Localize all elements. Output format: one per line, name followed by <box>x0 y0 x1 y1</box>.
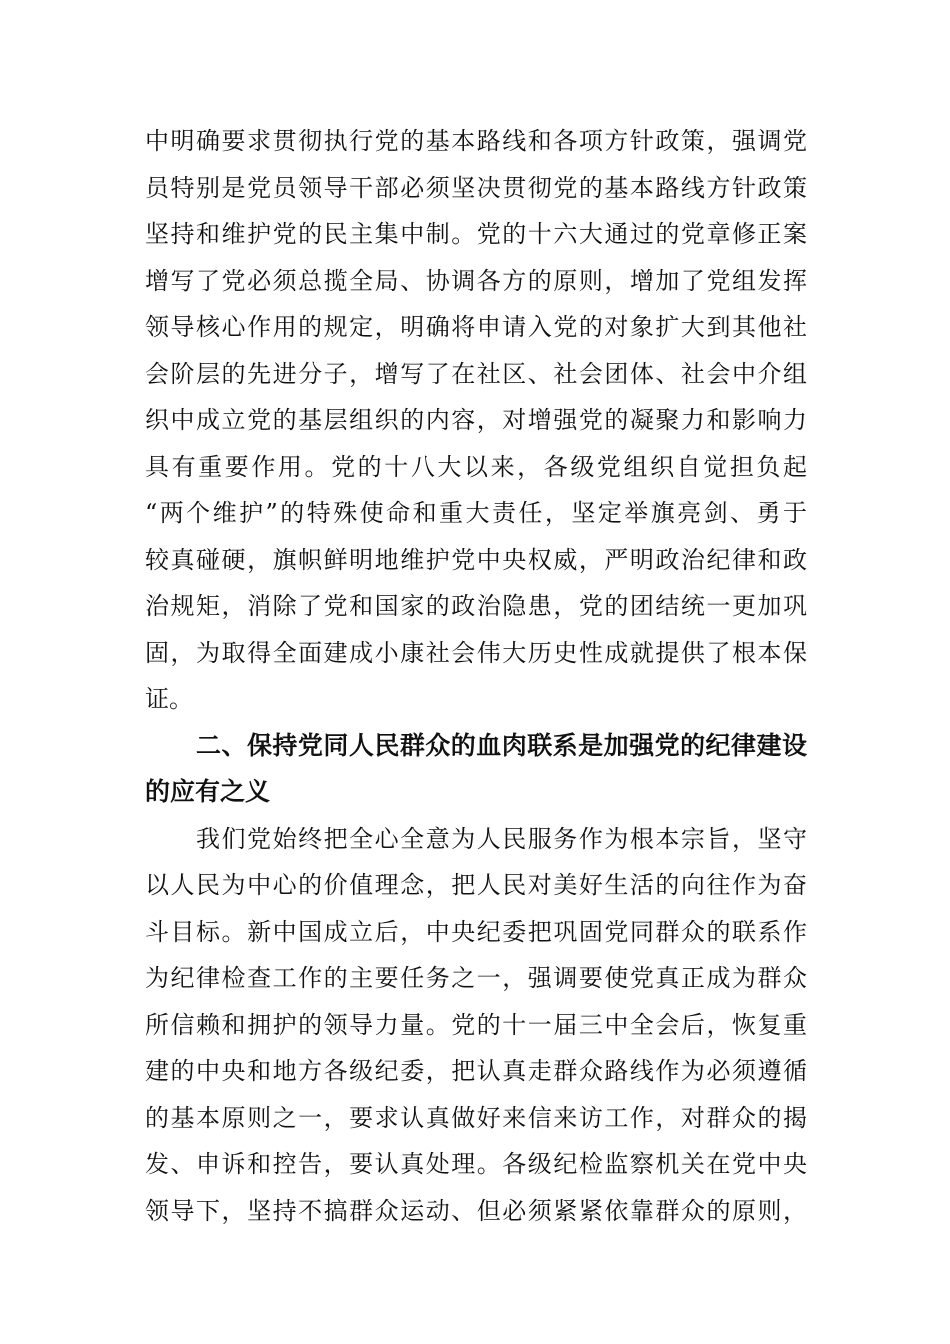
body-line: 具有重要作用。党的十八大以来，各级党组织自觉担负起 <box>145 453 807 481</box>
section-heading-continued: 的应有之义 <box>145 777 271 806</box>
body-line: 领导下，坚持不搞群众运动、但必须紧紧依靠群众的原则， <box>145 1197 807 1225</box>
body-line: 为纪律检查工作的主要任务之一，强调要使党真正成为群众 <box>145 964 807 992</box>
body-line: 织中成立党的基层组织的内容，对增强党的凝聚力和影响力 <box>145 406 807 434</box>
body-line: 增写了党必须总揽全局、协调各方的原则，增加了党组发挥 <box>145 267 807 295</box>
body-line: 员特别是党员领导干部必须坚决贯彻党的基本路线方针政策 <box>145 174 807 202</box>
body-line: 较真碰硬，旗帜鲜明地维护党中央权威，严明政治纪律和政 <box>145 546 807 574</box>
body-line: 发、申诉和控告，要认真处理。各级纪检监察机关在党中央 <box>145 1150 807 1178</box>
body-line: 会阶层的先进分子，增写了在社区、社会团体、社会中介组 <box>145 360 807 388</box>
body-line: 所信赖和拥护的领导力量。党的十一届三中全会后，恢复重 <box>145 1011 807 1039</box>
body-line: 治规矩，消除了党和国家的政治隐患，党的团结统一更加巩 <box>145 592 807 620</box>
body-line: 我们党始终把全心全意为人民服务作为根本宗旨，坚守 <box>196 825 807 853</box>
body-line: 证。 <box>145 685 193 713</box>
body-line: 建的中央和地方各级纪委，把认真走群众路线作为必须遵循 <box>145 1057 807 1085</box>
section-heading: 二、保持党同人民群众的血肉联系是加强党的纪律建设 <box>196 731 807 760</box>
body-line: 固，为取得全面建成小康社会伟大历史性成就提供了根本保 <box>145 639 807 667</box>
body-line: 以人民为中心的价值理念，把人民对美好生活的向往作为奋 <box>145 871 807 899</box>
body-line: 的基本原则之一，要求认真做好来信来访工作，对群众的揭 <box>145 1104 807 1132</box>
body-line: 坚持和维护党的民主集中制。党的十六大通过的党章修正案 <box>145 220 807 248</box>
body-line: 中明确要求贯彻执行党的基本路线和各项方针政策，强调党 <box>145 127 807 155</box>
body-line: 斗目标。新中国成立后，中央纪委把巩固党同群众的联系作 <box>145 918 807 946</box>
body-line: “两个维护”的特殊使命和重大责任，坚定举旗亮剑、勇于 <box>145 499 807 527</box>
body-line: 领导核心作用的规定，明确将申请入党的对象扩大到其他社 <box>145 313 807 341</box>
